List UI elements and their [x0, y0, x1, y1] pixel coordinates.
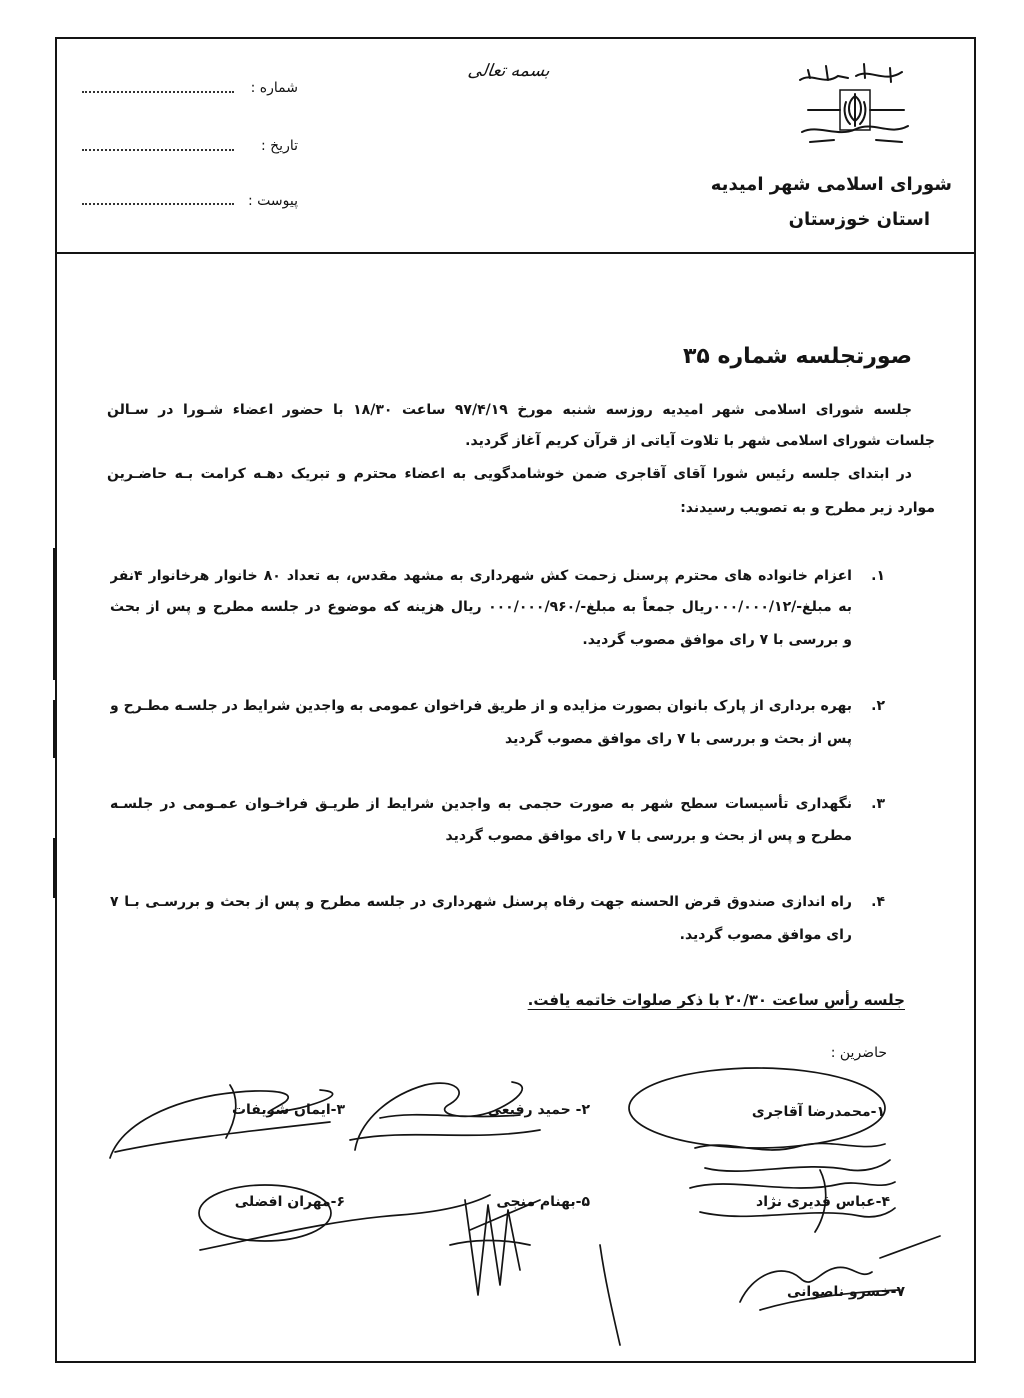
attendees-label: حاضرین :	[830, 1045, 887, 1061]
item-line: بهره برداری از پارک بانوان بصورت مزایده و از طریق فراخوان عمومی به واجدین شرایط در جلسـه مطـرح و	[110, 698, 852, 714]
field-line-number	[82, 91, 234, 93]
iran-emblem-icon	[790, 58, 920, 146]
scan-artifact	[53, 548, 57, 680]
item-line: به مبلغ-/۰۰۰/۰۰۰/۱۲ریال جمعاً به مبلغ-/۰۰۰/۰۰۰/۹۶۰ ریال هزینه که موضوع در جلسه مطرح و پس از بحث	[110, 599, 852, 615]
item-number: ۴.	[871, 894, 885, 910]
basmala: بسمه تعالی	[466, 61, 552, 81]
attendee-name: ۵-بهنام منجی	[496, 1194, 590, 1210]
attendee-name: ۳-ایمان شریفات	[231, 1102, 345, 1118]
attendee-name: ۶-مهران افضلی	[234, 1194, 345, 1210]
item-number: ۲.	[871, 698, 885, 714]
intro-line: جلسات شورای اسلامی شهر با تلاوت آیاتی از قرآن کریم آغاز گردید.	[465, 433, 935, 449]
field-label-attachment: پیوست :	[248, 193, 298, 209]
item-line: و بررسی با ۷ رای موافق مصوب گردید.	[582, 632, 852, 648]
item-line: رای موافق مصوب گردید.	[679, 927, 852, 943]
closing-statement: جلسه رأس ساعت ۲۰/۳۰ با ذکر صلوات خاتمه یافت.	[527, 991, 905, 1009]
intro-line: جلسه شورای اسلامی شهر امیدیه روزسه شنبه مورخ ۹۷/۴/۱۹ ساعت ۱۸/۳۰ با حضور اعضاء شـورا در سـالن	[107, 402, 912, 418]
scan-artifact	[53, 838, 57, 898]
field-line-date	[82, 149, 234, 151]
item-line: پس از بحث و بررسی با ۷ رای موافق مصوب گردید	[505, 731, 852, 747]
header-divider	[55, 252, 976, 254]
field-label-date: تاریخ :	[260, 138, 298, 154]
item-line: راه اندازی صندوق قرض الحسنه جهت رفاه پرسنل شهرداری در جلسه مطرح و پس از بحث و بررسـی بـا ۷	[110, 894, 852, 910]
item-line: اعزام خانواده های محترم پرسنل زحمت کش شهرداری به مشهد مقدس، به تعداد ۸۰ خانوار هرخانوار ۴نفر	[110, 568, 852, 584]
attendee-name: ۴-عباس قدیری نژاد	[756, 1194, 890, 1210]
scan-artifact	[53, 700, 57, 758]
document-title: صورتجلسه شماره ۳۵	[682, 344, 912, 369]
item-number: ۱.	[871, 568, 885, 584]
item-number: ۳.	[871, 796, 885, 812]
attendee-name: ۲- حمید رفیعی	[487, 1102, 590, 1118]
item-line: مطرح و پس از بحث و بررسی با ۷ رای موافق مصوب گردید	[445, 828, 852, 844]
item-line: نگهداری تأسیسات سطح شهر به صورت حجمی به واجدین شرایط از طریـق فراخـوان عمـومی در جلسـه	[110, 796, 852, 812]
field-label-number: شماره :	[250, 80, 298, 96]
attendee-name: ۱-محمدرضا آقاجری	[751, 1104, 885, 1120]
field-line-attachment	[82, 203, 234, 205]
council-name: شورای اسلامی شهر امیدیه	[710, 174, 952, 195]
intro-line: موارد زیر مطرح و به تصویب رسیدند:	[680, 500, 935, 516]
intro-line: در ابتدای جلسه رئیس شورا آقای آقاجری ضمن خوشامدگویی به اعضاء محترم و تبریک دهـه کرامت بـه حاضـرین	[107, 466, 912, 482]
attendee-name: ۷-خسرو ناصوانی	[786, 1284, 905, 1300]
province-name: استان خوزستان	[788, 209, 930, 230]
